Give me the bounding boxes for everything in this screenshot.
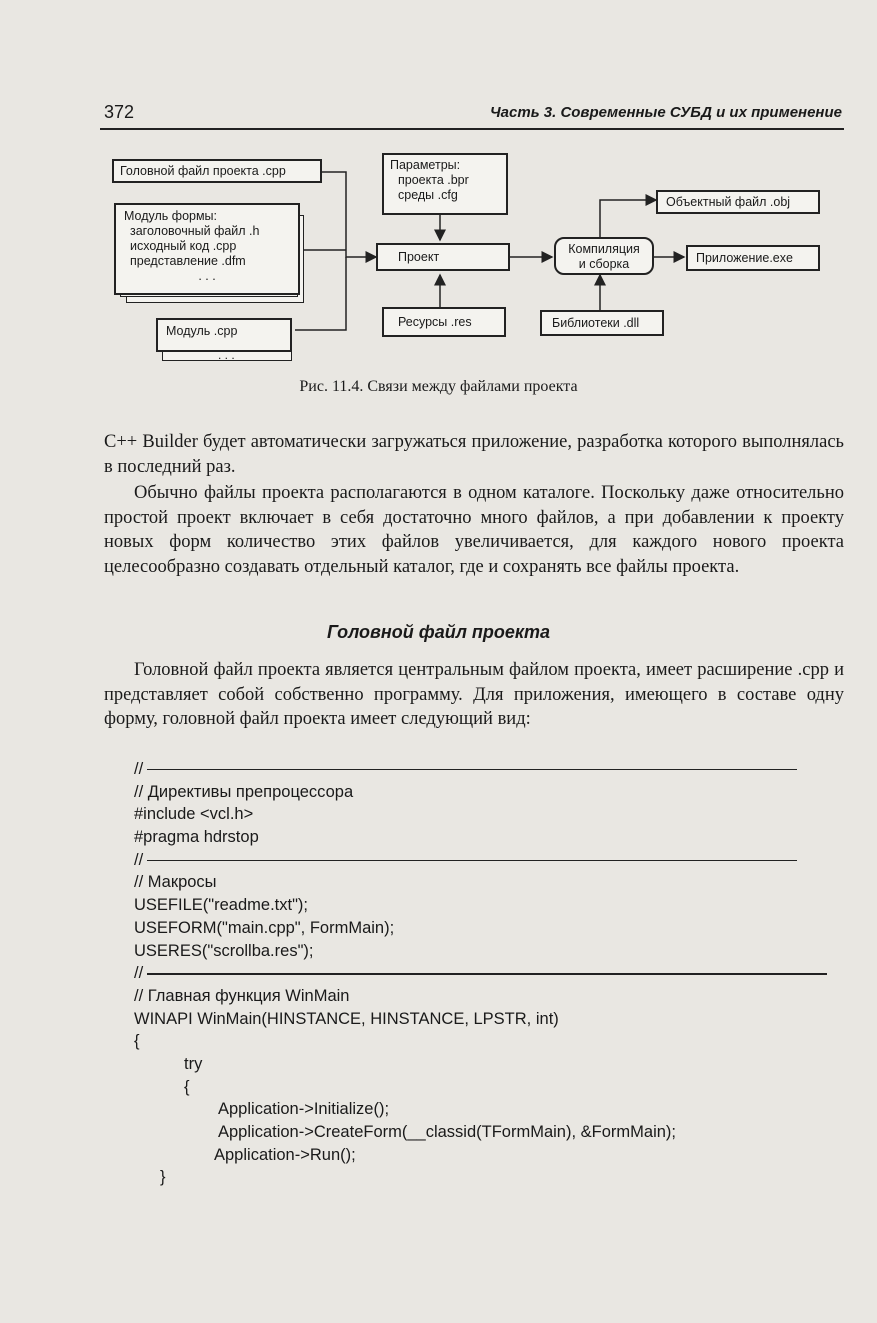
code-line: Application->Initialize(); [218, 1100, 390, 1119]
comment-prefix: // [134, 964, 144, 983]
form-source-file: исходный код .cpp [130, 239, 237, 253]
code-line: // Главная функция WinMain [134, 986, 350, 1005]
code-line: USEFORM("main.cpp", FormMain); [134, 918, 395, 937]
code-separator [134, 758, 834, 781]
object-file-box [656, 190, 820, 214]
comment-prefix: // [134, 760, 144, 778]
code-line: Application->CreateForm(__classid(TFormMain), &FormMain); [218, 1123, 676, 1141]
params-project: проекта .bpr [398, 173, 469, 187]
compile-line1: Компиляция [568, 242, 640, 256]
code-line: #pragma hdrstop [134, 828, 259, 847]
page-number: 372 [104, 102, 135, 122]
resources-label: Ресурсы .res [398, 315, 472, 329]
code-line: Application->Run(); [214, 1145, 356, 1164]
code-line: // Директивы препроцессора [134, 782, 354, 801]
comment-prefix: // [134, 850, 144, 869]
module-cpp-label: Модуль .cpp [166, 324, 238, 338]
project-files-diagram [100, 145, 844, 375]
paragraph-1: C++ Builder будет автоматически загружаться приложение, разработка которого выполнялась в последний раз. [104, 432, 844, 477]
libraries-box [540, 310, 664, 336]
params-env: среды .cfg [398, 188, 458, 202]
code-line: #include <vcl.h> [134, 805, 254, 824]
compile-box [554, 237, 654, 275]
form-module-box [114, 203, 300, 295]
paragraph-continuation [104, 430, 844, 479]
form-view-file: представление .dfm [130, 254, 246, 268]
code-line: WINAPI WinMain(HINSTANCE, HINSTANCE, LPSTR, int) [134, 1009, 559, 1028]
libraries-label: Библиотеки .dll [552, 316, 640, 330]
code-line: try [184, 1054, 203, 1073]
app-exe-box [686, 245, 820, 271]
code-line: USERES("scrollba.res"); [134, 941, 314, 960]
module-cpp-box [156, 318, 292, 352]
code-line: { [134, 1032, 140, 1051]
paragraph-3: Головной файл проекта является центральным файлом проекта, имеет расширение .cpp и представляет собой собственно программу. Для приложения, имеющего в составе одну форму, головной файл проекта имеет следующий вид: [104, 660, 844, 729]
project-box [376, 243, 510, 271]
code-separator [134, 962, 834, 985]
paragraph-block-2 [104, 481, 844, 579]
code-separator [134, 849, 834, 872]
params-box [382, 153, 508, 215]
code-line: } [160, 1168, 166, 1187]
code-line: // Макросы [134, 873, 217, 892]
main-file-label: Головной файл проекта .cpp [120, 164, 286, 178]
resources-box [382, 307, 506, 337]
code-line: USEFILE("readme.txt"); [134, 896, 309, 915]
form-header-file: заголовочный файл .h [130, 224, 260, 238]
figure-caption: Рис. 11.4. Связи между файлами проекта [299, 378, 578, 395]
paragraph-block-3 [104, 658, 844, 732]
paragraph-2: Обычно файлы проекта располагаются в одном каталоге. Поскольку даже относительно простой проект включает в себя достаточно много файлов, а при добавлении к проекту новых форм количество этих файлов увеличивается, для каждого нового проекта целесообразно создавать отдельный каталог, где и сохранять все файлы проекта. [104, 483, 844, 577]
page-header [100, 100, 844, 130]
object-file-label: Объектный файл .obj [666, 195, 791, 209]
running-title: Часть 3. Современные СУБД и их применение [490, 104, 842, 121]
module-more: . . . [218, 348, 235, 362]
project-label: Проект [398, 250, 440, 264]
section-subheading: Головной файл проекта [326, 622, 551, 642]
params-title: Параметры: [390, 158, 461, 172]
form-more: . . . [198, 269, 216, 283]
app-exe-label: Приложение.exe [696, 251, 793, 265]
code-listing [134, 758, 834, 1189]
code-line: { [184, 1077, 190, 1096]
main-file-box [112, 159, 322, 183]
compile-line2: и сборка [578, 257, 630, 271]
form-module-title: Модуль формы: [124, 209, 218, 223]
